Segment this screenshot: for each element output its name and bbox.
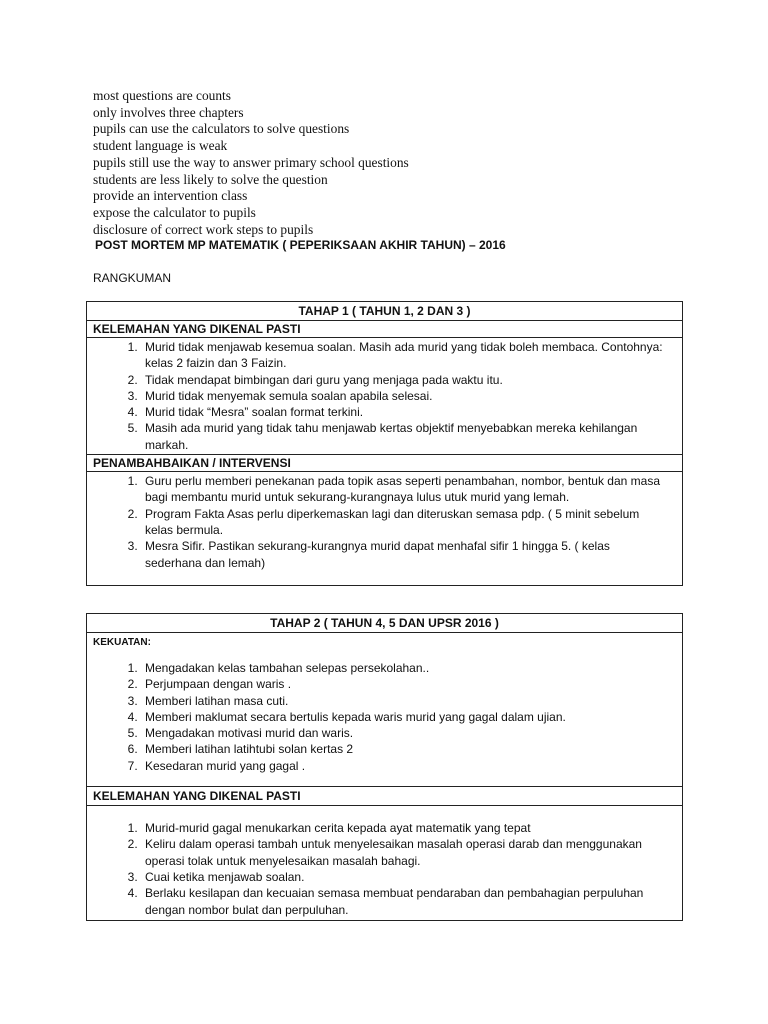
note-line: only involves three chapters [93, 104, 244, 120]
section-title: PENAMBAHBAIKAN / INTERVENSI [87, 454, 682, 471]
list-item: 2. Keliru dalam operasi tambah untuk menyelesaikan masalah operasi darab dan menggunakan operasi tolak untuk menyelesaikan masalah bahagi. [141, 836, 668, 869]
list-item: 1. Murid-murid gagal menukarkan cerita kepada ayat matematik yang tepat [141, 820, 668, 836]
note-line: provide an intervention class [93, 188, 248, 204]
section-title: KEKUATAN: [93, 637, 151, 648]
list-item: 3. Murid tidak menyemak semula soalan apabila selesai. [141, 388, 668, 404]
weakness-list-container [87, 337, 682, 454]
summary-label: RANGKUMAN [93, 271, 172, 285]
list-item: 5. Mengadakan motivasi murid dan waris. [141, 725, 668, 741]
strength-list-container [87, 632, 682, 786]
note-line: expose the calculator to pupils [93, 204, 256, 220]
weakness-list [87, 339, 682, 453]
list-item: 1. Mengadakan kelas tambahan selepas persekolahan.. [141, 660, 668, 676]
list-item: 3. Cuai ketika menjawab soalan. [141, 869, 668, 885]
strength-list [87, 660, 682, 774]
note-line: most questions are counts [93, 88, 231, 103]
note-line: student language is weak [93, 138, 228, 154]
notes-list [93, 88, 409, 238]
table-header: TAHAP 2 ( TAHUN 4, 5 DAN UPSR 2016 ) [270, 616, 499, 630]
list-item: 3. Memberi latihan masa cuti. [141, 693, 668, 709]
list-item: 6. Memberi latihan latihtubi solan kertas 2 [141, 741, 668, 757]
weakness-list [87, 820, 682, 918]
note-line: pupils still use the way to answer primary school questions [93, 154, 409, 170]
list-item: 7. Kesedaran murid yang gagal . [141, 758, 668, 774]
list-item: 1. Guru perlu memberi penekanan pada topik asas seperti penambahan, nombor, bentuk dan masa bagi membantu murid untuk sekurang-kurangnaya lulus utuk murid yang lemah. [141, 473, 668, 506]
list-item: 2. Program Fakta Asas perlu diperkemaskan lagi dan diteruskan semasa pdp. ( 5 minit sebelum kelas bermula. [141, 506, 668, 539]
section-title: KELEMAHAN YANG DIKENAL PASTI [87, 786, 682, 805]
document-title: POST MORTEM MP MATEMATIK ( PEPERIKSAAN AKHIR TAHUN) – 2016 [95, 238, 506, 252]
note-line: disclosure of correct work steps to pupils [93, 221, 314, 237]
note-line: pupils can use the calculators to solve questions [93, 121, 350, 137]
intervention-list-container [87, 471, 682, 585]
list-item: 3. Mesra Sifir. Pastikan sekurang-kurangnya murid dapat menhafal sifir 1 hingga 5. ( kelas sederhana dan lemah) [141, 538, 668, 571]
list-item: 1. Murid tidak menjawab kesemua soalan. Masih ada murid yang tidak boleh membaca. Contohnya: kelas 2 faizin dan 3 Faizin. [141, 339, 668, 372]
note-line: students are less likely to solve the question [93, 171, 328, 187]
list-item: 5. Masih ada murid yang tidak tahu menjawab kertas objektif menyebabkan mereka kehilangan markah. [141, 420, 668, 453]
table-tahap-2 [86, 613, 683, 921]
section-title: KELEMAHAN YANG DIKENAL PASTI [87, 320, 682, 337]
weakness-list-container [87, 805, 682, 920]
list-item: 4. Murid tidak “Mesra” soalan format terkini. [141, 404, 668, 420]
table-header: TAHAP 1 ( TAHUN 1, 2 DAN 3 ) [298, 304, 471, 318]
list-item: 4. Berlaku kesilapan dan kecuaian semasa membuat pendaraban dan pembahagian perpuluhan dengan nombor bulat dan perpuluhan. [141, 885, 668, 918]
list-item: 2. Tidak mendapat bimbingan dari guru yang menjaga pada waktu itu. [141, 372, 668, 388]
table-tahap-1 [86, 301, 683, 586]
list-item: 4. Memberi maklumat secara bertulis kepada waris murid yang gagal dalam ujian. [141, 709, 668, 725]
list-item: 2. Perjumpaan dengan waris . [141, 676, 668, 692]
intervention-list [87, 473, 682, 571]
